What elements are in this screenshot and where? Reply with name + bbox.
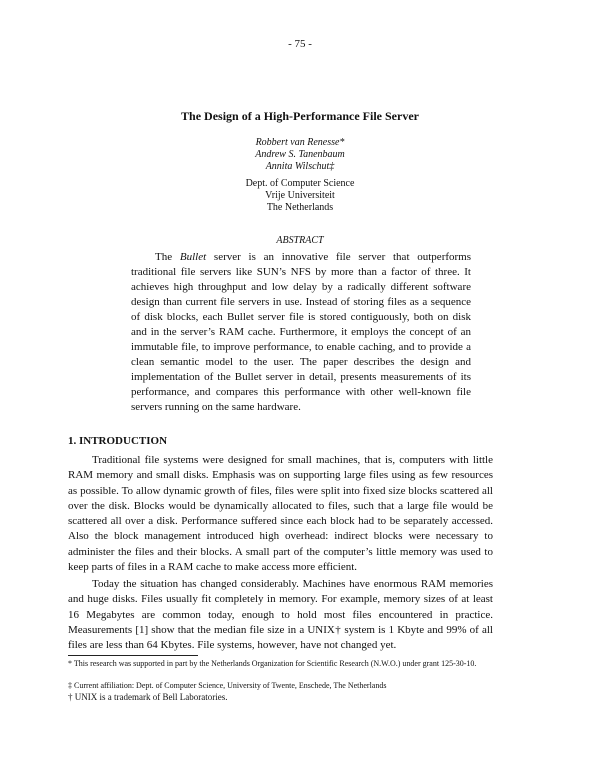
affiliation-university: Vrije Universiteit — [265, 190, 335, 201]
affiliation-country: The Netherlands — [266, 202, 334, 213]
footnote-funding: * This research was supported in part by the Netherlands Organization for Scientific Research (N.W.O.) under grant 125-30-10. — [68, 659, 477, 668]
abstract-body: server is an innovative file server that outperforms traditional file servers like SUN’s NFS by more than a factor of three. It achieves high throughput and low delay by a radically different software design than current file servers in use. Instead of storing files as a sequence of disk blocks, each Bullet server file is stored contiguously, both on disk and in the server’s RAM cache. Furthermore, it employs the concept of an immutable file, to improve performance, to enable caching, and to provide a clean semantic model to the user. The paper describes the design and implementation of the Bullet server in detail, presents measurements of its performance, and compares this performance with other well-known file servers running on the same hardware. — [131, 251, 472, 413]
abstract-lead-word: Bullet — [179, 251, 207, 263]
author-2: Andrew S. Tanenbaum — [255, 149, 345, 160]
intro-paragraph-2-text: Today the situation has changed considerably. Machines have enormous RAM memories and huge disks. Files usually fit completely in memory. For example, memory sizes of at least 16 Megabytes are common today, enough to hold most files encountered in practice. Measurements [1] show that the median file size in a UNIX† system is 1 Kbyte and 99% of all files are less than 64 Kbytes. File systems, however, have not changed yet. — [68, 578, 493, 652]
abstract-heading: ABSTRACT — [276, 235, 324, 246]
author-3: Annita Wilschut‡ — [265, 161, 335, 172]
footnote-affiliation: ‡ Current affiliation: Dept. of Computer Science, University of Twente, Enschede, The Netherlands — [68, 681, 387, 690]
paper-title: The Design of a High-Performance File Server — [181, 109, 419, 123]
affiliation-dept: Dept. of Computer Science — [245, 178, 355, 189]
abstract-text — [131, 250, 471, 415]
author-1: Robbert van Renesse* — [255, 137, 345, 148]
section-heading: 1. INTRODUCTION — [68, 435, 168, 447]
intro-paragraph-1 — [68, 453, 493, 575]
footnote-unix: † UNIX is a trademark of Bell Laboratories. — [68, 692, 228, 702]
intro-paragraph-1-text: Traditional file systems were designed for small machines, that is, computers with little RAM memory and small disks. Emphasis was on supporting large files using as few resources as possible. To allow dynamic growth of files, files were split into fixed size blocks scattered all over the disk. Blocks would be dynamically allocated to files, such that a large file would be scattered all over a disk. Performance suffered since each block had to be separately accessed. Also the block management introduced high overhead: indirect blocks were necessary to administer the files and their blocks. A small part of the computer’s little memory was used to keep parts of files in a RAM cache to make access more efficient. — [68, 454, 493, 574]
page-number: - 75 - — [288, 38, 312, 50]
abstract-intro: The — [155, 251, 173, 263]
intro-paragraph-2 — [68, 577, 493, 653]
footnote-rule — [68, 655, 198, 656]
